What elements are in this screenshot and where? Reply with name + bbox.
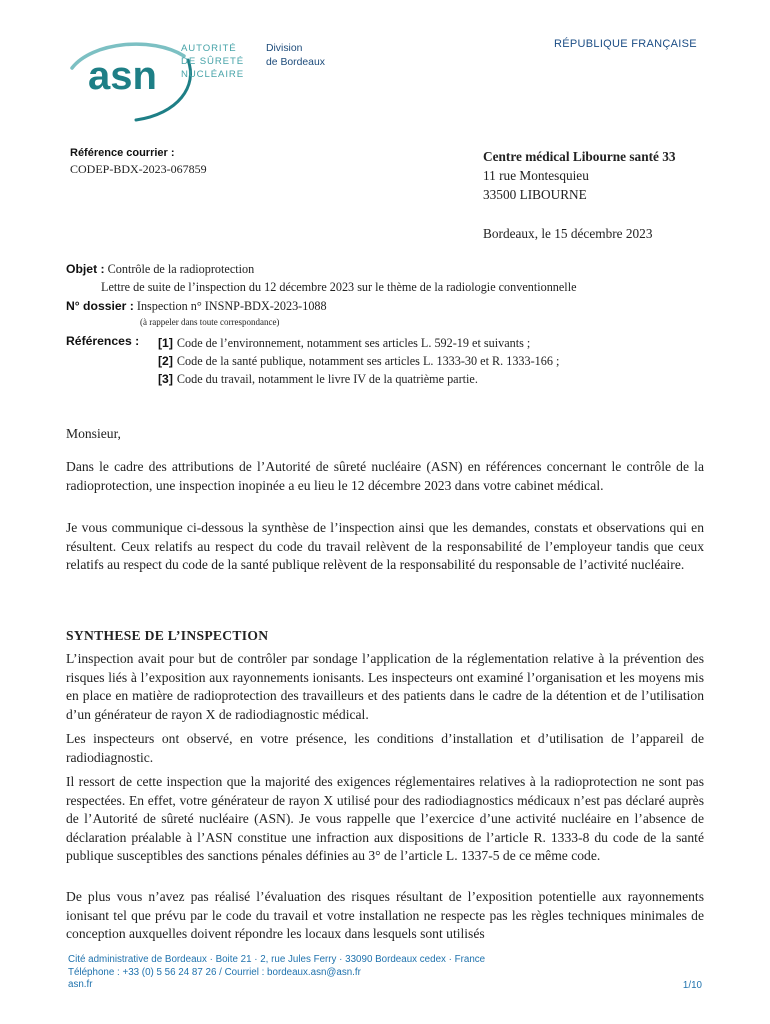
objet-text: Contrôle de la radioprotection (107, 262, 255, 276)
logo-text: asn (88, 54, 157, 98)
republic-label: RÉPUBLIQUE FRANÇAISE (554, 38, 697, 50)
division-line: Division (266, 43, 303, 54)
recipient-name: Centre médical Libourne santé 33 (483, 149, 676, 164)
recipient-city: 33500 LIBOURNE (483, 187, 587, 202)
footer-website-link[interactable]: asn.fr (68, 979, 93, 990)
reference-tag: [2] (158, 354, 173, 368)
footer (68, 954, 485, 992)
salutation: Monsieur, (66, 426, 121, 441)
paragraph: Il ressort de cette inspection que la majorité des exigences réglementaires relatives à la radioprotection ne sont pas respectées. En effet, votre générateur de rayon X utilisé pour des radiodiagnostics médicaux n’est pas déclaré auprès de l’Autorité de sûreté nucléaire (ASN). Je vous rappelle que l’exercice d’une activité nucléaire en l’absence de déclaration préalable à l’ASN constitue une infraction aux dispositions de l’article R. 1333-8 du code de la santé publique susceptibles des sanctions pénales définies au 3° de l’article L. 1337-5 de ce même code. (66, 774, 704, 864)
reference-tag: [3] (158, 372, 173, 386)
reference-item (158, 334, 559, 352)
authority-line: DE SÛRETÉ (181, 56, 245, 67)
authority-line: NUCLÉAIRE (181, 69, 245, 80)
recipient-street: 11 rue Montesquieu (483, 168, 589, 183)
footer-address: Cité administrative de Bordeaux · Boite 21 · 2, rue Jules Ferry · 33090 Bordeaux cedex · France (68, 954, 486, 965)
dossier-text: Inspection n° INSNP-BDX-2023-1088 (136, 299, 327, 313)
section-heading: SYNTHESE DE L’INSPECTION (66, 628, 269, 643)
date-line: Bordeaux, le 15 décembre 2023 (483, 226, 653, 241)
reference-value: CODEP-BDX-2023-067859 (70, 162, 207, 176)
dossier-label: N° dossier : (66, 299, 134, 313)
references-label: Références : (66, 334, 140, 348)
paragraph: Je vous communique ci-dessous la synthèse de l’inspection ainsi que les demandes, constats et observations qui en résultent. Ceux relatifs au respect du code du travail relèvent de la responsabilité de l’employeur tandis que ceux relatifs au respect du code de la santé publique relèvent de la responsabilité du responsable de l’activité nucléaire. (66, 520, 704, 573)
division-name (266, 42, 325, 70)
reference-tag: [1] (158, 336, 173, 350)
asn-logo (66, 38, 196, 122)
recipient-address (483, 147, 676, 204)
references-list (158, 334, 559, 388)
dossier-note: (à rappeler dans toute correspondance) (140, 317, 280, 327)
division-line: de Bordeaux (266, 57, 325, 68)
paragraph: Les inspecteurs ont observé, en votre présence, les conditions d’installation et d’utilisation de l’appareil de radiodiagnostic. (66, 731, 704, 765)
footer-contact: Téléphone : +33 (0) 5 56 24 87 26 / Courriel : bordeaux.asn@asn.fr (68, 966, 361, 978)
paragraph: L’inspection avait pour but de contrôler par sondage l’application de la réglementation relative à la prévention des risques liés à l’exposition aux rayonnements ionisants. Les inspecteurs ont examiné l’organisation et les moyens mis en place en matière de radioprotection des travailleurs et des patients dans le cadre de la détention et de l’utilisation d’un générateur de rayon X de radiodiagnostic médical. (66, 651, 704, 722)
objet-label: Objet : (66, 262, 105, 276)
objet-detail: Lettre de suite de l’inspection du 12 décembre 2023 sur le thème de la radiologie conventionnelle (101, 280, 577, 294)
reference-item (158, 370, 559, 388)
dossier-row (66, 299, 327, 314)
paragraph: De plus vous n’avez pas réalisé l’évaluation des risques résultant de l’exposition potentielle aux rayonnements ionisant tel que prévu par le code du travail et votre installation ne respecte pas les règles techniques minimales de conception auxquelles doivent répondre les locaux dans lesquels sont utilisés (66, 889, 704, 942)
authority-line: AUTORITÉ (181, 43, 237, 54)
reference-block (70, 147, 207, 177)
authority-name (181, 42, 244, 81)
reference-text: Code de l’environnement, notamment ses articles L. 592-19 et suivants ; (176, 336, 531, 350)
reference-text: Code du travail, notamment le livre IV de la quatrième partie. (176, 372, 478, 386)
reference-item (158, 352, 559, 370)
page-number: 1/10 (682, 980, 702, 991)
reference-text: Code de la santé publique, notamment ses articles L. 1333-30 et R. 1333-166 ; (176, 354, 560, 368)
reference-label: Référence courrier : (70, 147, 175, 159)
paragraph: Dans le cadre des attributions de l’Autorité de sûreté nucléaire (ASN) en références concernant le contrôle de la radioprotection, une inspection inopinée a eu lieu le 12 décembre 2023 dans votre cabinet médical. (66, 459, 704, 493)
objet-row (66, 262, 254, 277)
